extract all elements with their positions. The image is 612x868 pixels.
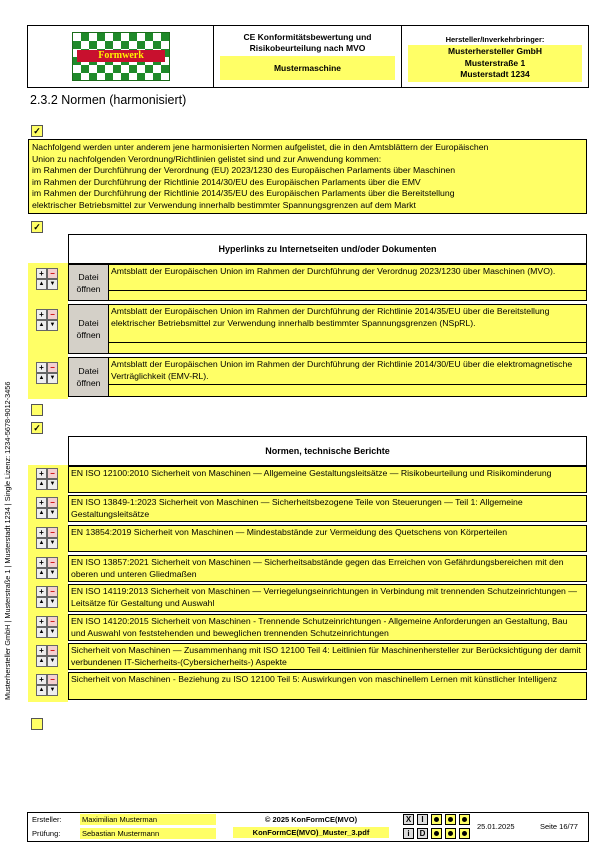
hyperlink-row-2[interactable]: Amtsblatt der Europäischen Union im Rahmen der Durchführung der Richtlinie 2014/35/EU über die Bereitstellung elektrischer Betriebsmittel zur Verwendung innerhalb bestimmter Spannungsgrenzen (NSpRL). bbox=[108, 304, 587, 343]
status-dot-icon[interactable] bbox=[459, 828, 470, 839]
row-controls bbox=[36, 468, 58, 490]
i-button[interactable]: i bbox=[403, 828, 414, 839]
remove-row-icon[interactable]: − bbox=[47, 268, 58, 279]
manufacturer-street: Musterstraße 1 bbox=[464, 57, 526, 68]
move-down-icon[interactable]: ▼ bbox=[47, 685, 58, 696]
manufacturer-name: Musterhersteller GmbH bbox=[448, 46, 542, 56]
row-controls bbox=[36, 527, 58, 549]
copyright: © 2025 KonFormCE(MVO) bbox=[264, 815, 358, 824]
row-controls bbox=[36, 557, 58, 579]
norm-row[interactable]: EN ISO 14120:2015 Sicherheit von Maschinen - Trennende Schutzeinrichtungen - Allgemeine Anforderungen an Gestaltung, Bau und Auswahl von feststehenden und beweglichen trennenden Schutzeinrichtungen bbox=[68, 614, 587, 641]
remove-row-icon[interactable]: − bbox=[47, 468, 58, 479]
move-down-icon[interactable]: ▼ bbox=[47, 320, 58, 331]
remove-row-icon[interactable]: − bbox=[47, 362, 58, 373]
intro-line: im Rahmen der Durchführung der Richtlinie 2014/35/EU des Europäischen Parlaments über die Bereitstellung bbox=[32, 188, 455, 199]
file-name: KonFormCE(MVO)_Muster_3.pdf bbox=[233, 827, 389, 838]
document-date: 25.01.2025 bbox=[477, 822, 515, 831]
remove-row-icon[interactable]: − bbox=[47, 645, 58, 656]
norms-table-heading: Normen, technische Berichte bbox=[68, 436, 587, 466]
row-controls bbox=[36, 674, 58, 696]
remove-row-icon[interactable]: − bbox=[47, 616, 58, 627]
status-dot-icon[interactable] bbox=[431, 828, 442, 839]
norm-row[interactable]: EN ISO 13849-1:2023 Sicherheit von Maschinen — Sicherheitsbezogene Teile von Steuerungen — Teil 1: Allgemeine Gestaltungsleitsätze bbox=[68, 495, 587, 522]
open-file-button-1[interactable] bbox=[68, 264, 109, 301]
status-dot-icon[interactable] bbox=[445, 828, 456, 839]
license-side-text: Musterhersteller GmbH | Musterstraße 1 | Musterstadt 1234 | Single Lizenz: 1234-5678-9012-3456 bbox=[3, 381, 12, 700]
row-controls bbox=[36, 645, 58, 667]
open-file-label-2: öffnen bbox=[76, 283, 101, 294]
add-row-icon[interactable]: + bbox=[36, 468, 47, 479]
section-checkbox-2[interactable]: ✓ bbox=[31, 221, 43, 233]
section-checkbox-4[interactable]: ✓ bbox=[31, 422, 43, 434]
check-label: Prüfung: bbox=[32, 829, 61, 838]
norm-row[interactable]: EN ISO 14119:2013 Sicherheit von Maschinen — Verriegelungseinrichtungen in Verbindung mit trennenden Schutzeinrichtungen — Leitsätze für Gestaltung und Auswahl bbox=[68, 584, 587, 612]
intro-text bbox=[28, 139, 587, 214]
move-up-icon[interactable]: ▲ bbox=[36, 538, 47, 549]
intro-line: im Rahmen der Durchführung der Richtlinie 2014/30/EU des Europäischen Parlaments über die EMV bbox=[32, 176, 421, 187]
intro-line: Nachfolgend werden unter anderem jene harmonisierten Normen aufgelistet, die in den Amtsblättern der Europäischen bbox=[32, 142, 489, 152]
page-footer bbox=[27, 812, 589, 842]
move-up-icon[interactable]: ▲ bbox=[36, 373, 47, 384]
section-checkbox-3[interactable] bbox=[31, 404, 43, 416]
norm-row[interactable]: EN 13854:2019 Sicherheit von Maschinen — Mindestabstände zur Vermeidung des Quetschens von Körperteilen bbox=[68, 525, 587, 552]
row-controls bbox=[36, 362, 58, 384]
hyperlink-row-3[interactable]: Amtsblatt der Europäischen Union im Rahmen der Durchführung der Richtlinie 2014/30/EU über die elektromagnetische Verträglichkeit (EMV-RL). bbox=[108, 357, 587, 385]
page-header bbox=[27, 25, 589, 88]
norm-row[interactable]: EN ISO 12100:2010 Sicherheit von Maschinen — Allgemeine Gestaltungsleitsätze — Risikobeurteilung und Risikominderung bbox=[68, 466, 587, 493]
logo-text: Formwerk bbox=[77, 50, 165, 62]
checker-name: Sebastian Mustermann bbox=[80, 828, 216, 839]
add-row-icon[interactable]: + bbox=[36, 268, 47, 279]
document-title-cell bbox=[214, 26, 402, 87]
move-up-icon[interactable]: ▲ bbox=[36, 627, 47, 638]
section-checkbox-1[interactable]: ✓ bbox=[31, 125, 43, 137]
add-row-icon[interactable]: + bbox=[36, 557, 47, 568]
add-row-icon[interactable]: + bbox=[36, 309, 47, 320]
move-up-icon[interactable]: ▲ bbox=[36, 597, 47, 608]
manufacturer-label: Hersteller/Inverkehrbringer: bbox=[445, 35, 545, 44]
remove-row-icon[interactable]: − bbox=[47, 674, 58, 685]
move-up-icon[interactable]: ▲ bbox=[36, 656, 47, 667]
move-down-icon[interactable]: ▼ bbox=[47, 373, 58, 384]
section-title: 2.3.2 Normen (harmonisiert) bbox=[30, 93, 187, 107]
row-controls bbox=[36, 616, 58, 638]
logo-cell bbox=[28, 26, 214, 87]
move-down-icon[interactable]: ▼ bbox=[47, 279, 58, 290]
add-row-icon[interactable]: + bbox=[36, 497, 47, 508]
manufacturer-address bbox=[408, 45, 582, 82]
manufacturer-city: Musterstadt 1234 bbox=[460, 69, 530, 79]
remove-row-icon[interactable]: − bbox=[47, 497, 58, 508]
remove-row-icon[interactable]: − bbox=[47, 557, 58, 568]
status-dot-icon[interactable] bbox=[445, 814, 456, 825]
status-dot-icon[interactable] bbox=[431, 814, 442, 825]
hyperlink-row-3-spacer bbox=[108, 385, 587, 397]
add-row-icon[interactable]: + bbox=[36, 586, 47, 597]
open-file-label-1: Datei bbox=[78, 271, 99, 282]
open-file-label-2: öffnen bbox=[76, 378, 101, 388]
move-down-icon[interactable]: ▼ bbox=[47, 568, 58, 579]
section-checkbox-5[interactable] bbox=[31, 718, 43, 730]
open-file-button-2[interactable] bbox=[68, 304, 109, 354]
move-down-icon[interactable]: ▼ bbox=[47, 538, 58, 549]
move-up-icon[interactable]: ▲ bbox=[36, 479, 47, 490]
move-up-icon[interactable]: ▲ bbox=[36, 568, 47, 579]
hyperlink-row-1-spacer bbox=[108, 291, 587, 301]
d-button[interactable]: D bbox=[417, 828, 428, 839]
move-down-icon[interactable]: ▼ bbox=[47, 479, 58, 490]
machine-name: Mustermaschine bbox=[220, 56, 395, 80]
status-dot-icon[interactable] bbox=[459, 814, 470, 825]
move-down-icon[interactable]: ▼ bbox=[47, 508, 58, 519]
creator-label: Ersteller: bbox=[32, 815, 62, 824]
row-controls bbox=[36, 309, 58, 331]
add-row-icon[interactable]: + bbox=[36, 645, 47, 656]
hyperlinks-table-heading: Hyperlinks zu Internetseiten und/oder Dokumenten bbox=[68, 234, 587, 264]
company-logo bbox=[72, 32, 170, 81]
move-down-icon[interactable]: ▼ bbox=[47, 627, 58, 638]
manufacturer-cell bbox=[402, 26, 588, 87]
add-row-icon[interactable]: + bbox=[36, 674, 47, 685]
open-file-label-1: Datei bbox=[78, 366, 99, 376]
norm-row[interactable]: EN ISO 13857:2021 Sicherheit von Maschinen — Sicherheitsabstände gegen das Erreichen von Gefährdungsbereichen mit den oberen und unteren Gliedmaßen bbox=[68, 555, 587, 582]
add-row-icon[interactable]: + bbox=[36, 527, 47, 538]
page-number: Seite 16/77 bbox=[540, 822, 578, 831]
add-row-icon[interactable]: + bbox=[36, 362, 47, 373]
open-file-label-2: öffnen bbox=[76, 330, 101, 340]
remove-row-icon[interactable]: − bbox=[47, 309, 58, 320]
open-file-button-3[interactable] bbox=[68, 357, 109, 397]
intro-line: Union zu nachfolgenden Verordnung/Richtlinien gelistet sind und zur Anwendung kommen: bbox=[32, 153, 382, 164]
move-down-icon[interactable]: ▼ bbox=[47, 597, 58, 608]
open-file-label-1: Datei bbox=[78, 318, 99, 328]
x-button[interactable]: X bbox=[403, 814, 414, 825]
move-up-icon[interactable]: ▲ bbox=[36, 508, 47, 519]
norm-row[interactable]: Sicherheit von Maschinen — Zusammenhang mit ISO 12100 Teil 4: Leitlinien für Maschinenhersteller zur Berücksichtigung der damit verbundenen IT-Sicherheits-(Cybersicherheits-) Aspekte bbox=[68, 643, 587, 670]
document-title: CE Konformitätsbewertung und Risikobeurteilung nach MVO bbox=[243, 32, 372, 53]
move-up-icon[interactable]: ▲ bbox=[36, 685, 47, 696]
move-down-icon[interactable]: ▼ bbox=[47, 656, 58, 667]
norm-row[interactable]: Sicherheit von Maschinen - Beziehung zu ISO 12100 Teil 5: Auswirkungen von maschinellem Lernen mit künstlicher Intelligenz bbox=[68, 672, 587, 700]
row-controls bbox=[36, 497, 58, 519]
info-button[interactable]: I bbox=[417, 814, 428, 825]
creator-name: Maximilian Musterman bbox=[80, 814, 216, 825]
remove-row-icon[interactable]: − bbox=[47, 527, 58, 538]
move-up-icon[interactable]: ▲ bbox=[36, 279, 47, 290]
move-up-icon[interactable]: ▲ bbox=[36, 320, 47, 331]
intro-line: elektrischer Betriebsmittel zur Verwendung innerhalb bestimmter Spannungsgrenzen auf dem Markt bbox=[32, 199, 416, 210]
row-controls bbox=[36, 268, 58, 290]
row-controls bbox=[36, 586, 58, 608]
remove-row-icon[interactable]: − bbox=[47, 586, 58, 597]
hyperlink-row-2-spacer bbox=[108, 343, 587, 354]
intro-line: im Rahmen der Durchführung der Verordnung (EU) 2023/1230 des Europäischen Parlaments über Maschinen bbox=[32, 165, 456, 176]
add-row-icon[interactable]: + bbox=[36, 616, 47, 627]
hyperlink-row-1[interactable]: Amtsblatt der Europäischen Union im Rahmen der Durchführung der Verordnug 2023/1230 über Maschinen (MVO). bbox=[108, 264, 587, 291]
